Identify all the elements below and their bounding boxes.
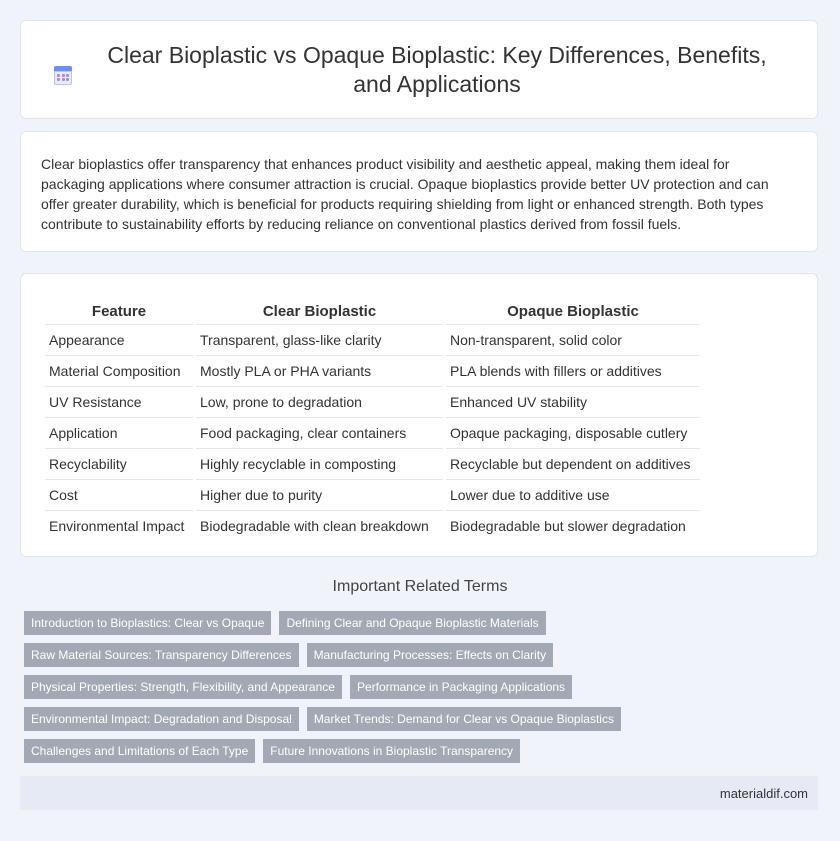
table-cell: Environmental Impact: [45, 510, 193, 541]
footer: [20, 776, 818, 810]
table-cell: Non-transparent, solid color: [446, 324, 700, 355]
tag-row: [24, 739, 520, 763]
related-tag[interactable]: Market Trends: Demand for Clear vs Opaque Bioplastics: [307, 707, 621, 731]
calendar-icon: [51, 63, 75, 87]
header-opaque: Opaque Bioplastic: [507, 302, 639, 320]
tag-row: [24, 675, 572, 699]
table-cell: UV Resistance: [45, 386, 193, 417]
related-terms-heading: Important Related Terms: [332, 578, 508, 595]
tag-row: [24, 707, 621, 731]
table-cell: Biodegradable but slower degradation: [446, 510, 700, 541]
table-cell: Low, prone to degradation: [196, 386, 443, 417]
related-tag[interactable]: Physical Properties: Strength, Flexibility, and Appearance: [24, 675, 342, 699]
table-row: [45, 479, 700, 510]
table-cell: Opaque packaging, disposable cutlery: [446, 417, 700, 448]
related-tag[interactable]: Environmental Impact: Degradation and Disposal: [24, 707, 299, 731]
intro-paragraph: Clear bioplastics offer transparency that enhances product visibility and aesthetic appeal, making them ideal for packaging applications where consumer attraction is crucial. Opaque bioplastics provide better UV protection and can offer greater durability, which is beneficial for products requiring shielding from light or enhanced strength. Both types contribute to sustainability efforts by reducing reliance on conventional plastics derived from fossil fuels.: [41, 156, 769, 232]
table-row: [45, 417, 700, 448]
table-cell: Appearance: [45, 324, 193, 355]
table-row: [45, 386, 700, 417]
comparison-table: [42, 294, 703, 541]
table-row: [45, 324, 700, 355]
title-card: [20, 20, 818, 119]
table-row: [45, 448, 700, 479]
table-cell: Application: [45, 417, 193, 448]
header-clear: Clear Bioplastic: [262, 302, 377, 320]
table-cell: Transparent, glass-like clarity: [196, 324, 443, 355]
related-tag[interactable]: Defining Clear and Opaque Bioplastic Materials: [279, 611, 545, 635]
table-cell: Enhanced UV stability: [446, 386, 700, 417]
table-row: [45, 355, 700, 386]
related-tag[interactable]: Future Innovations in Bioplastic Transparency: [263, 739, 520, 763]
tag-row: [24, 643, 553, 667]
table-cell: Recyclability: [45, 448, 193, 479]
tag-row: [24, 611, 546, 635]
footer-site-link[interactable]: materialdif.com: [719, 786, 808, 801]
table-header-row: [45, 294, 700, 324]
table-cell: Food packaging, clear containers: [196, 417, 443, 448]
table-cell: PLA blends with fillers or additives: [446, 355, 700, 386]
table-cell: Higher due to purity: [196, 479, 443, 510]
related-tag[interactable]: Challenges and Limitations of Each Type: [24, 739, 255, 763]
related-tag[interactable]: Raw Material Sources: Transparency Differences: [24, 643, 299, 667]
table-cell: Lower due to additive use: [446, 479, 700, 510]
table-cell: Biodegradable with clean breakdown: [196, 510, 443, 541]
table-cell: Recyclable but dependent on additives: [446, 448, 700, 479]
related-tag[interactable]: Performance in Packaging Applications: [350, 675, 572, 699]
related-tag[interactable]: Manufacturing Processes: Effects on Clarity: [307, 643, 554, 667]
title-wrap: [51, 41, 787, 99]
header-feature: Feature: [91, 302, 147, 320]
comparison-card: [20, 273, 818, 557]
intro-card: [20, 131, 818, 252]
table-cell: Mostly PLA or PHA variants: [196, 355, 443, 386]
related-tag[interactable]: Introduction to Bioplastics: Clear vs Opaque: [24, 611, 271, 635]
table-cell: Cost: [45, 479, 193, 510]
table-cell: Highly recyclable in composting: [196, 448, 443, 479]
table-row: [45, 510, 700, 541]
page-title: Clear Bioplastic vs Opaque Bioplastic: Key Differences, Benefits, and Applications: [107, 41, 767, 97]
table-cell: Material Composition: [45, 355, 193, 386]
